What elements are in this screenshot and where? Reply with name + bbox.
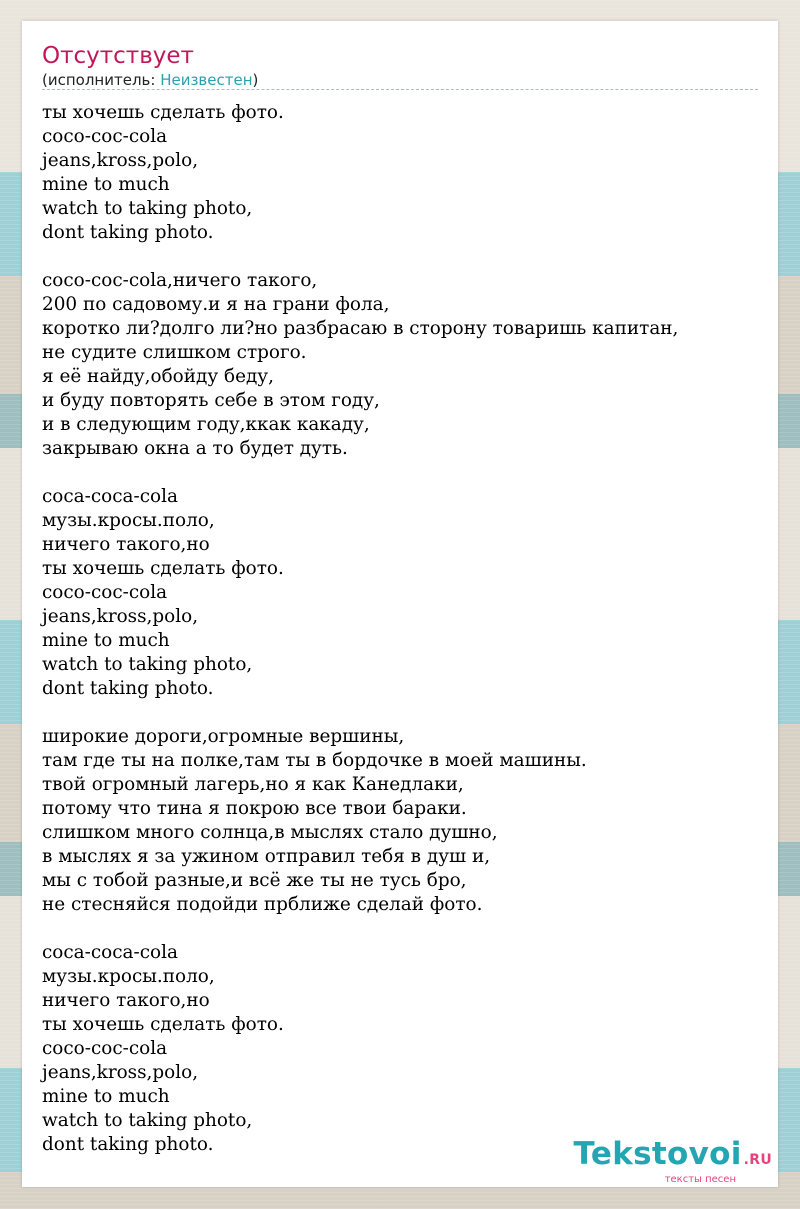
- artist-line: [42, 70, 258, 90]
- artist-prefix: (исполнитель:: [42, 71, 161, 89]
- lyrics-card: [22, 21, 778, 1187]
- logo-tagline: тексты песен: [664, 1174, 736, 1185]
- artist-suffix: ): [252, 71, 259, 89]
- title-divider: [42, 89, 758, 90]
- artist-link[interactable]: Неизвестен: [160, 71, 253, 89]
- logo-tld: .RU: [743, 1152, 772, 1168]
- site-logo[interactable]: [574, 1138, 772, 1185]
- song-title: Отсутствует: [42, 43, 194, 69]
- lyrics-text: ты хочешь сделать фото. coco-coc-cola jeans,kross,polo, mine to much watch to taking photo, dont taking photo. coco-coc-cola,ничего такого, 200 по садовому.и я на грани фола, коротко ли?долго ли?но разбрасаю в сторону товаришь капитан, не судите слишком строго. я её найду,обойду беду, и буду повторять себе в этом году, и в следующим году,ккак какаду, закрываю окна а то будет дуть. coca-coca-cola музы.кросы.поло, ничего такого,но ты хочешь сделать фото. coco-coc-cola jeans,kross,polo, mine to much watch to taking photo, dont taking photo. широкие дороги,огромные вершины, там где ты на полке,там ты в бордочке в моей машины. твой огромный лагерь,но я как Канедлаки, потому что тина я покрою все твои бараки. слишком много солнца,в мыслях стало душно, в мыслях я за ужином отправил тебя в душ и, мы с тобой разные,и всё же ты не тусь бро, не стесняйся подойди прближе сделай фото. coca-coca-cola музы.кросы.поло, ничего такого,но ты хочешь сделать фото. coco-coc-cola jeans,kross,polo, mine to much watch to taking photo, dont taking photo.: [42, 102, 679, 1155]
- logo-wordmark: [574, 1138, 772, 1176]
- logo-name: Tekstovoi: [573, 1136, 742, 1172]
